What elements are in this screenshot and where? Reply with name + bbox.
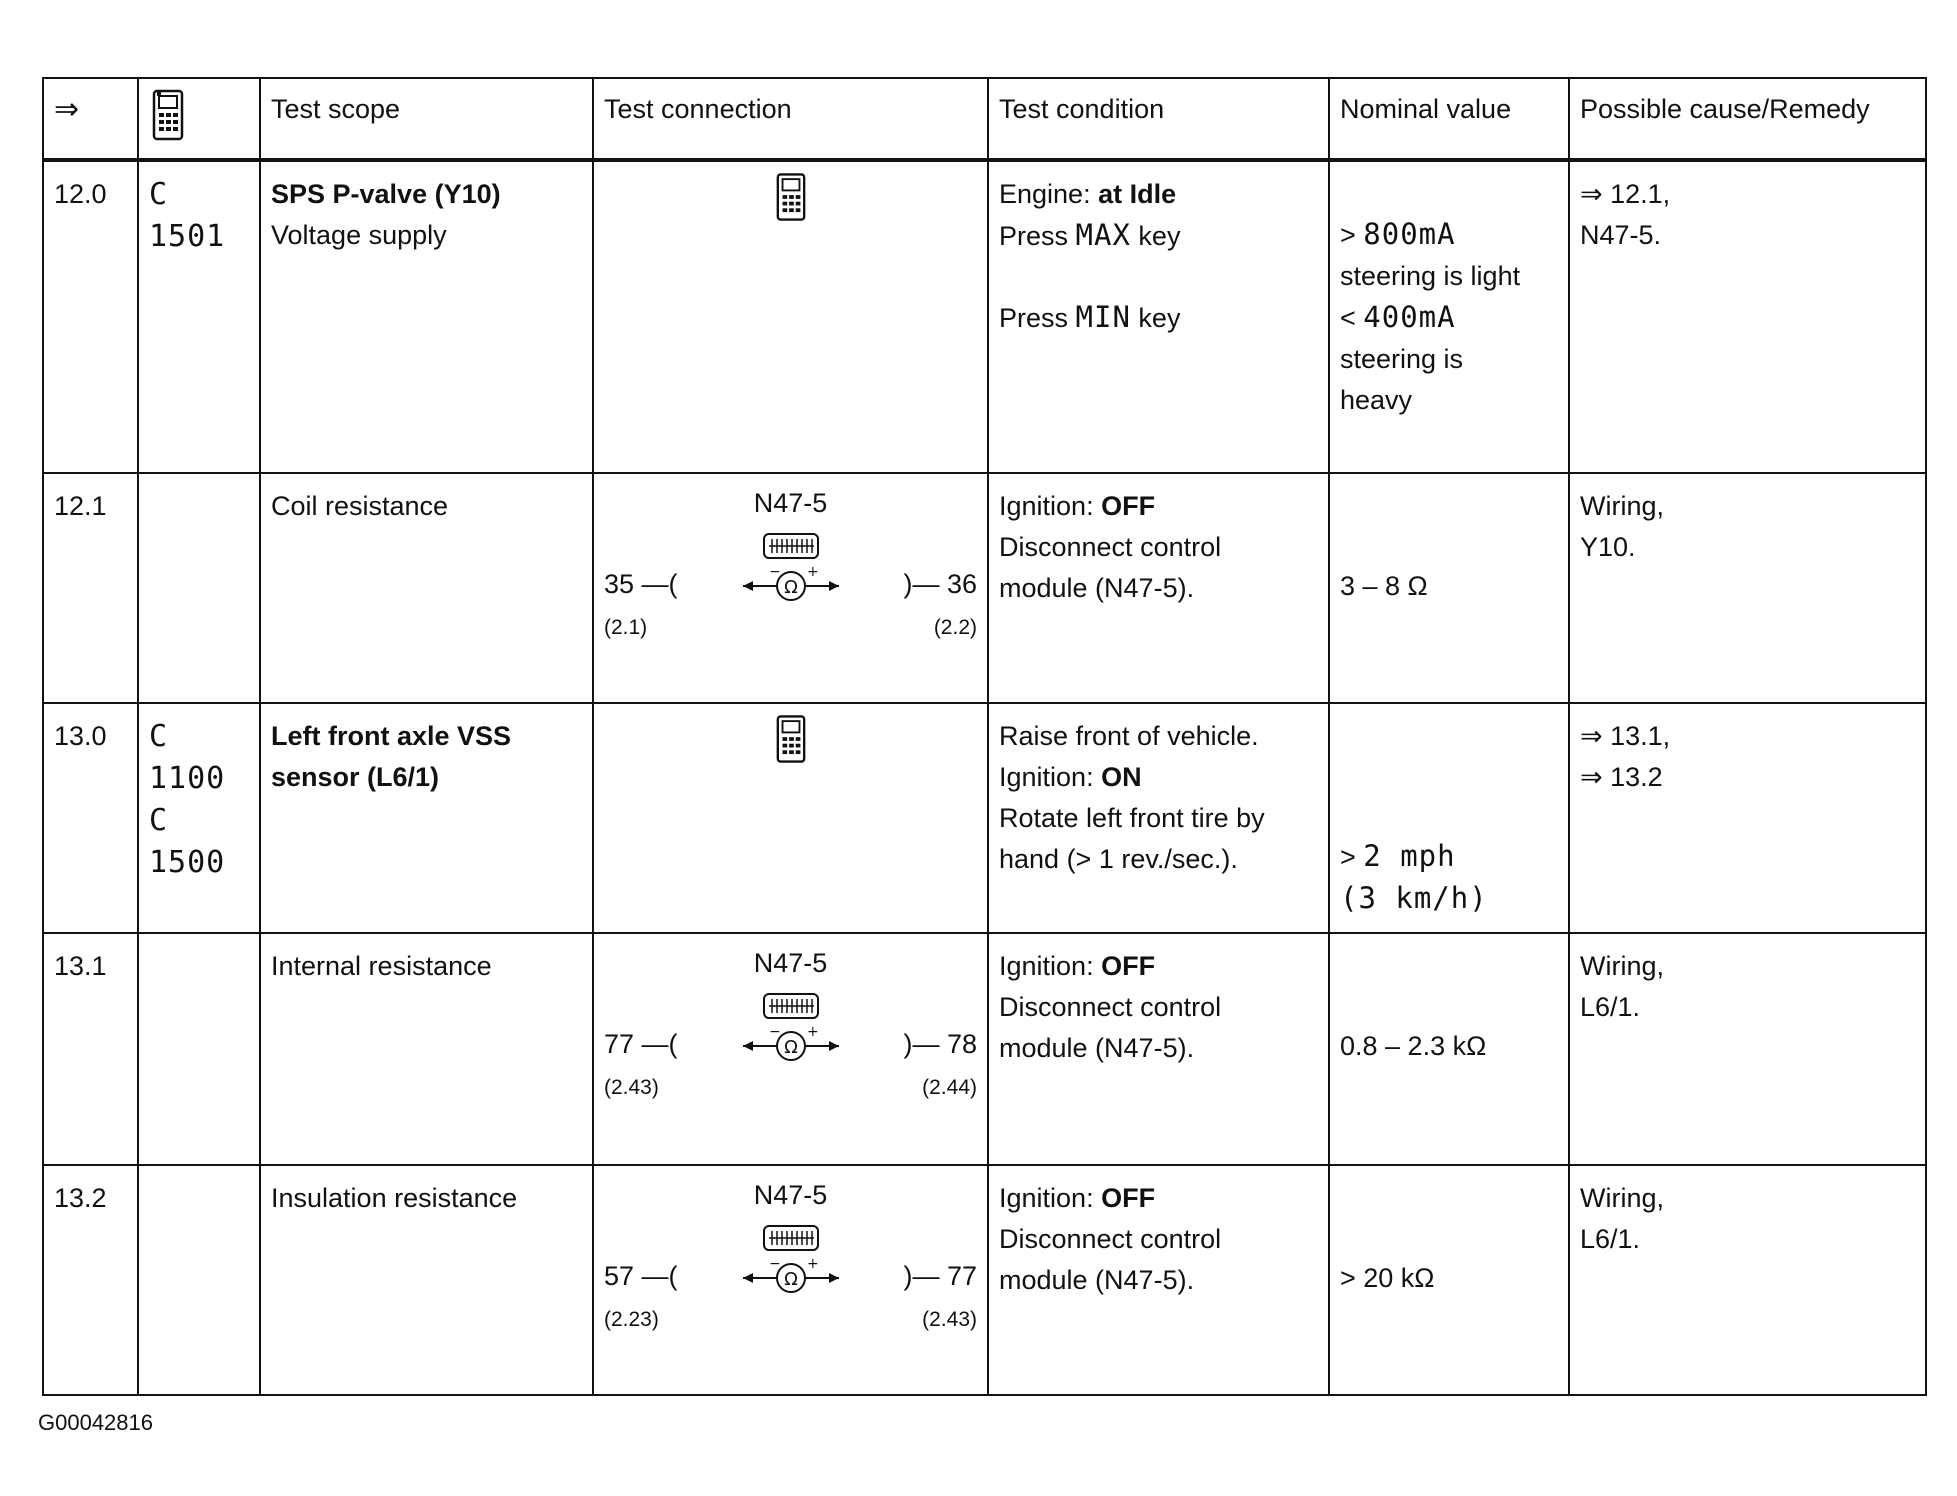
remedy-line: L6/1.: [1580, 1224, 1641, 1254]
diagnostic-tester-icon: [151, 89, 185, 141]
nominal-line: 3 – 8 Ω: [1340, 571, 1428, 601]
fault-code-cell: [138, 703, 260, 933]
step-cell: 13.0: [43, 703, 138, 933]
header-test-scope: Test scope: [260, 78, 593, 160]
scope-title: sensor (L6/1): [271, 762, 440, 792]
nominal-line: steering is light: [1340, 261, 1521, 291]
nominal-value-cell: [1329, 703, 1569, 933]
header-remedy: Possible cause/Remedy: [1569, 78, 1926, 160]
pin-right: )— 77: [903, 1261, 977, 1291]
condition-line: module (N47-5).: [999, 573, 1195, 603]
nominal-value-cell: [1329, 1165, 1569, 1395]
header-nominal-value: Nominal value: [1329, 78, 1569, 160]
pin-ref-left: (2.23): [604, 1308, 659, 1331]
svg-text:Ω: Ω: [783, 1269, 798, 1290]
test-scope-cell: [260, 703, 593, 933]
remedy-line: ⇒ 13.2: [1580, 762, 1663, 792]
module-label: N47-5: [753, 1180, 828, 1210]
pin-left: 57 —(: [604, 1261, 678, 1291]
test-connection-cell: [593, 473, 988, 703]
fault-code-cell: C 1501: [138, 160, 260, 473]
condition-line: Engine: at Idle: [999, 179, 1177, 209]
pin-ref-right: (2.43): [922, 1308, 977, 1331]
remedy-line: Wiring,: [1580, 491, 1665, 521]
condition-line: Raise front of vehicle.: [999, 721, 1259, 751]
nominal-line: > 800mA: [1340, 217, 1456, 251]
remedy-line: L6/1.: [1580, 992, 1641, 1022]
nominal-value-cell: [1329, 473, 1569, 703]
remedy-line: N47-5.: [1580, 220, 1662, 250]
test-condition-cell: [988, 703, 1329, 933]
svg-text:−: −: [768, 1026, 781, 1040]
nominal-value-cell: [1329, 933, 1569, 1165]
fault-code: C 1100: [149, 719, 226, 796]
remedy-cell: [1569, 703, 1926, 933]
pin-ref-left: (2.43): [604, 1076, 659, 1099]
pin-left: 35 —(: [604, 569, 678, 599]
condition-line: Ignition: OFF: [999, 1183, 1156, 1213]
diagnostic-tester-icon: [775, 172, 807, 222]
figure-id: G00042816: [38, 1410, 153, 1435]
scope-text: Voltage supply: [271, 220, 447, 250]
ecu-connector-icon: [762, 532, 820, 560]
test-condition-cell: [988, 160, 1329, 473]
header-test-condition: Test condition: [988, 78, 1329, 160]
svg-text:Ω: Ω: [783, 1037, 798, 1058]
condition-line: Ignition: OFF: [999, 491, 1156, 521]
pin-right: )— 36: [903, 569, 977, 599]
remedy-line: ⇒ 13.1,: [1580, 721, 1671, 751]
condition-line: Press MIN key: [999, 300, 1181, 334]
svg-text:+: +: [806, 566, 819, 580]
header-test-connection: Test connection: [593, 78, 988, 160]
condition-line: Disconnect control: [999, 992, 1222, 1022]
nominal-line: > 2 mph: [1340, 839, 1456, 873]
pin-right: )— 78: [903, 1029, 977, 1059]
pin-ref-left: (2.1): [604, 616, 648, 639]
test-table: [42, 77, 1927, 1396]
scope-title: SPS P-valve (Y10): [271, 179, 501, 209]
module-label: N47-5: [753, 948, 828, 978]
remedy-cell: [1569, 1165, 1926, 1395]
remedy-line: Y10.: [1580, 532, 1636, 562]
header-row: [43, 78, 1926, 160]
remedy-cell: [1569, 160, 1926, 473]
condition-line: module (N47-5).: [999, 1033, 1195, 1063]
step-cell: 13.2: [43, 1165, 138, 1395]
test-scope-cell: Internal resistance: [260, 933, 593, 1165]
fault-code-cell: [138, 933, 260, 1165]
pin-ref-right: (2.2): [933, 616, 977, 639]
ohmmeter-icon: [741, 566, 841, 606]
condition-line: module (N47-5).: [999, 1265, 1195, 1295]
table-row: [43, 703, 1926, 933]
nominal-line: steering is: [1340, 344, 1464, 374]
condition-line: Press MAX key: [999, 218, 1181, 252]
condition-line: Disconnect control: [999, 1224, 1222, 1254]
condition-line: Rotate left front tire by: [999, 803, 1265, 833]
step-cell: 12.0: [43, 160, 138, 473]
step-cell: 13.1: [43, 933, 138, 1165]
nominal-line: > 20 kΩ: [1340, 1263, 1435, 1293]
test-condition-cell: [988, 473, 1329, 703]
test-scope-cell: Insulation resistance: [260, 1165, 593, 1395]
remedy-line: Wiring,: [1580, 1183, 1665, 1213]
test-connection-cell: [593, 160, 988, 473]
test-condition-cell: [988, 933, 1329, 1165]
header-tester: [138, 78, 260, 160]
svg-text:Ω: Ω: [783, 577, 798, 598]
test-connection-cell: [593, 703, 988, 933]
nominal-line: (3 km/h): [1340, 881, 1488, 915]
svg-text:+: +: [806, 1258, 819, 1272]
fault-code-cell: [138, 473, 260, 703]
pin-ref-right: (2.44): [922, 1076, 977, 1099]
svg-text:+: +: [806, 1026, 819, 1040]
nominal-line: heavy: [1340, 385, 1413, 415]
test-scope-cell: Coil resistance: [260, 473, 593, 703]
remedy-line: ⇒ 12.1,: [1580, 179, 1671, 209]
test-connection-cell: [593, 1165, 988, 1395]
remedy-cell: [1569, 473, 1926, 703]
test-connection-cell: [593, 933, 988, 1165]
test-condition-cell: [988, 1165, 1329, 1395]
fault-code-cell: [138, 1165, 260, 1395]
remedy-cell: [1569, 933, 1926, 1165]
table-row: [43, 1165, 1926, 1395]
table-row: [43, 473, 1926, 703]
ohmmeter-icon: [741, 1258, 841, 1298]
condition-line: Ignition: ON: [999, 762, 1142, 792]
nominal-value-cell: [1329, 160, 1569, 473]
step-cell: 12.1: [43, 473, 138, 703]
scope-title: Left front axle VSS: [271, 721, 512, 751]
condition-line: hand (> 1 rev./sec.).: [999, 844, 1238, 874]
table-row: [43, 933, 1926, 1165]
ecu-connector-icon: [762, 1224, 820, 1252]
svg-text:−: −: [768, 566, 781, 580]
remedy-line: Wiring,: [1580, 951, 1665, 981]
header-arrow: ⇒: [43, 78, 138, 160]
table-row: [43, 160, 1926, 473]
nominal-line: 0.8 – 2.3 kΩ: [1340, 1031, 1487, 1061]
svg-text:−: −: [768, 1258, 781, 1272]
fault-code: C 1500: [149, 803, 226, 880]
nominal-line: < 400mA: [1340, 300, 1456, 334]
module-label: N47-5: [753, 488, 828, 518]
ohmmeter-icon: [741, 1026, 841, 1066]
condition-line: Ignition: OFF: [999, 951, 1156, 981]
diagnostic-tester-icon: [775, 714, 807, 764]
condition-line: Disconnect control: [999, 532, 1222, 562]
ecu-connector-icon: [762, 992, 820, 1020]
pin-left: 77 —(: [604, 1029, 678, 1059]
test-scope-cell: [260, 160, 593, 473]
